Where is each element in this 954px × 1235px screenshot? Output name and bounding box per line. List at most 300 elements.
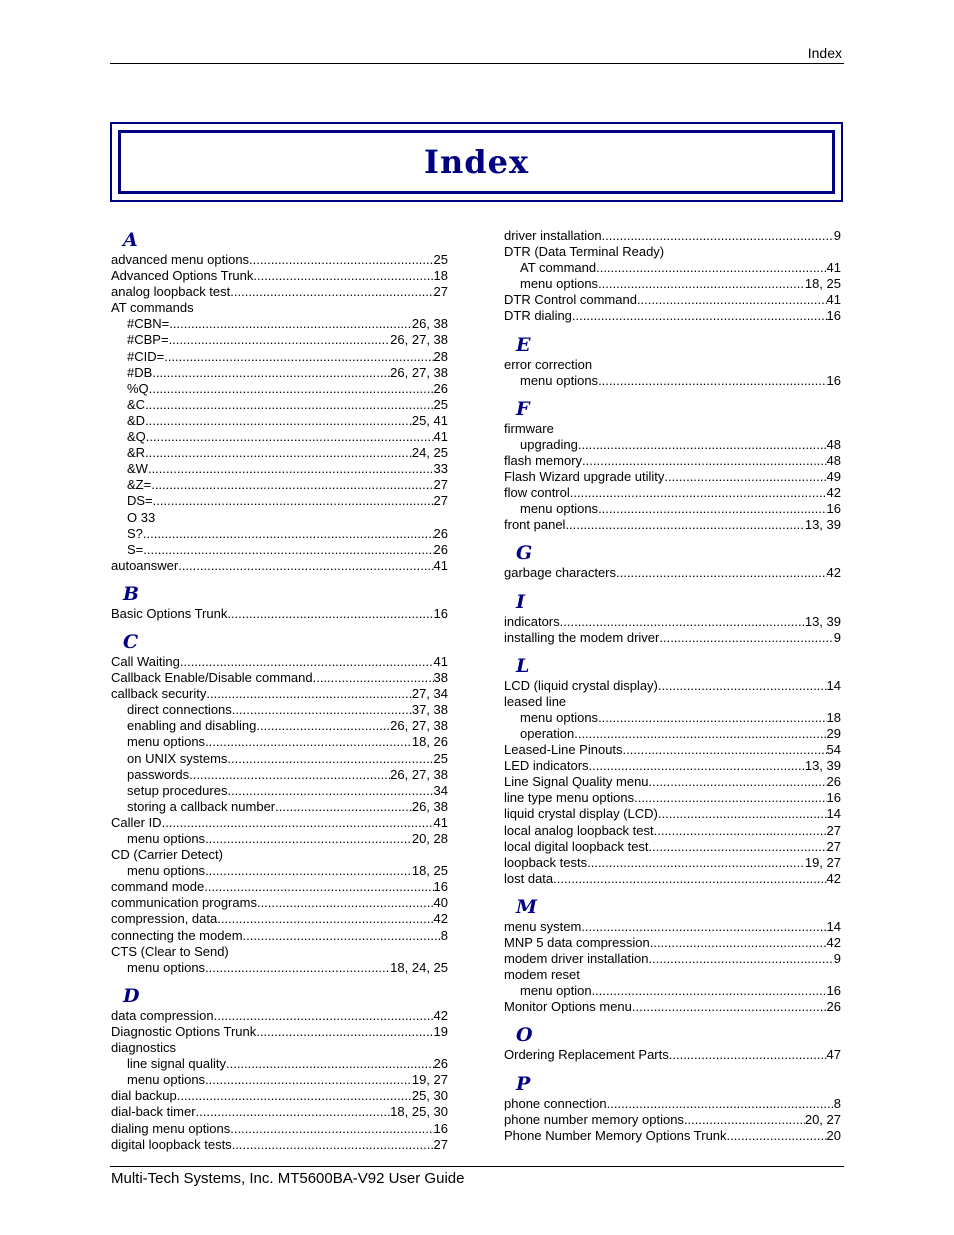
index-page-numbers: 19 <box>433 1023 448 1039</box>
dot-leader <box>226 1056 434 1072</box>
index-entry <box>504 967 841 983</box>
dot-leader <box>592 983 827 999</box>
index-entry <box>111 895 448 911</box>
dot-leader <box>570 485 827 501</box>
index-term: communication programs <box>111 895 257 911</box>
section-gap <box>504 389 841 397</box>
index-letter-heading: D <box>123 984 140 1007</box>
dot-leader <box>204 879 433 895</box>
index-page-numbers: 16 <box>433 605 448 621</box>
index-entry <box>111 413 448 429</box>
index-entry <box>504 228 841 244</box>
index-entry <box>111 510 448 526</box>
index-term: passwords <box>127 766 190 782</box>
index-page-numbers: 16 <box>433 879 448 895</box>
index-entry <box>111 493 448 509</box>
index-page-numbers: 16 <box>826 983 841 999</box>
index-entry <box>504 935 841 951</box>
index-page-numbers: 26 <box>433 525 448 541</box>
index-page-numbers: 25, 30 <box>411 1088 448 1104</box>
index-page-numbers: 29 <box>826 725 841 741</box>
index-term: Advanced Options Trunk <box>111 268 254 284</box>
index-entry <box>111 686 448 702</box>
index-page-numbers: 28 <box>433 348 448 364</box>
index-term: menu system <box>504 918 582 934</box>
index-entry <box>111 477 448 493</box>
index-page-numbers: 42 <box>826 870 841 886</box>
dot-leader <box>180 654 434 670</box>
index-page-numbers: 16 <box>433 1120 448 1136</box>
index-page-numbers: 13, 39 <box>804 613 841 629</box>
index-page-numbers: 54 <box>826 742 841 758</box>
index-entry <box>111 911 448 927</box>
index-page-numbers: 9 <box>833 228 841 243</box>
dot-leader <box>205 863 412 879</box>
index-term: indicators <box>504 613 560 629</box>
section-gap <box>504 646 841 654</box>
index-entry <box>111 815 448 831</box>
dot-leader <box>249 252 433 268</box>
index-entry <box>504 437 841 453</box>
index-page-numbers: 41 <box>433 814 448 830</box>
index-page-numbers: 27 <box>826 838 841 854</box>
index-term: &R <box>127 445 146 461</box>
index-page-numbers: 9 <box>833 629 841 645</box>
dot-leader <box>616 565 827 581</box>
index-term: error correction <box>504 356 593 372</box>
page-footer: Multi-Tech Systems, Inc. MT5600BA-V92 User Guide <box>111 1170 465 1187</box>
index-term: menu option <box>520 983 592 999</box>
index-page-numbers: 25 <box>433 252 448 267</box>
index-page-numbers: 14 <box>826 918 841 934</box>
index-letter-heading: C <box>123 630 139 653</box>
index-entry <box>111 734 448 750</box>
index-page-numbers: 26, 27, 38 <box>390 766 448 782</box>
index-term: autoanswer <box>111 557 179 573</box>
index-entry <box>504 1047 841 1063</box>
index-page-numbers: 41 <box>433 653 448 669</box>
index-entry <box>111 252 448 268</box>
index-entry <box>504 357 841 373</box>
index-page-numbers: 33 <box>433 461 448 477</box>
index-letter-heading: M <box>516 895 538 918</box>
index-entry <box>111 365 448 381</box>
index-entry <box>111 558 448 574</box>
index-entry <box>111 1024 448 1040</box>
index-term: menu options <box>520 276 599 292</box>
index-page-numbers: 16 <box>826 501 841 517</box>
index-entry <box>111 1137 448 1153</box>
index-term: Diagnostic Options Trunk <box>111 1023 257 1039</box>
section-gap <box>504 1064 841 1072</box>
dot-leader <box>560 614 805 630</box>
index-term: %Q <box>127 380 149 396</box>
index-term: &Q <box>127 429 146 445</box>
header-rule <box>110 63 844 64</box>
dot-leader <box>206 686 411 702</box>
index-entry <box>111 928 448 944</box>
index-term: local digital loopback test <box>504 838 649 854</box>
index-page-numbers: 18 <box>826 709 841 725</box>
dot-leader <box>217 911 433 927</box>
index-term: phone connection <box>504 1095 607 1111</box>
index-entry <box>504 678 841 694</box>
dot-leader <box>623 742 827 758</box>
index-page-numbers: 37, 38 <box>411 702 448 718</box>
dot-leader <box>205 960 390 976</box>
section-gap <box>504 325 841 333</box>
dot-leader <box>658 806 827 822</box>
dot-leader <box>659 630 833 646</box>
index-term: Line Signal Quality menu <box>504 774 649 790</box>
dot-leader <box>256 1024 433 1040</box>
index-column-right <box>504 228 841 1144</box>
index-page-numbers: 40 <box>433 895 448 911</box>
index-entry <box>504 919 841 935</box>
index-term: line signal quality <box>127 1056 227 1072</box>
dot-leader <box>607 1096 834 1112</box>
dot-leader <box>587 855 805 871</box>
index-term: menu options <box>127 863 206 879</box>
index-page-numbers: 27 <box>826 822 841 838</box>
index-term: Flash Wizard upgrade utility <box>504 469 665 485</box>
index-page-numbers: 20 <box>826 1127 841 1143</box>
index-term: S? <box>127 525 143 541</box>
index-entry <box>111 1056 448 1072</box>
dot-leader <box>149 381 434 397</box>
index-entry <box>504 485 841 501</box>
dot-leader <box>227 606 433 622</box>
index-entry <box>504 806 841 822</box>
dot-leader <box>257 895 434 911</box>
index-term: loopback tests <box>504 854 588 870</box>
index-entry <box>111 300 448 316</box>
index-entry <box>504 614 841 630</box>
index-term: compression, data <box>111 911 218 927</box>
index-term: data compression <box>111 1007 214 1023</box>
index-entry <box>504 630 841 646</box>
dot-leader <box>598 710 826 726</box>
index-page-numbers: 26 <box>433 380 448 396</box>
dot-leader <box>145 445 412 461</box>
index-page-numbers: 25, 41 <box>411 412 448 428</box>
dot-leader <box>596 260 826 276</box>
index-term: installing the modem driver <box>504 629 660 645</box>
dot-leader <box>177 1088 412 1104</box>
index-term: Leased-Line Pinouts <box>504 742 623 758</box>
section-gap <box>504 1015 841 1023</box>
index-entry <box>111 654 448 670</box>
index-entry <box>111 542 448 558</box>
index-page-numbers: 27 <box>433 284 448 300</box>
index-page-numbers: 13, 39 <box>804 517 841 533</box>
index-term: AT commands <box>111 300 194 316</box>
dot-leader <box>162 815 434 831</box>
dot-leader <box>196 1104 391 1120</box>
dot-leader <box>664 469 826 485</box>
index-term: AT command <box>520 260 597 276</box>
index-page-numbers: 9 <box>833 951 841 967</box>
index-page-numbers: 18, 25 <box>804 276 841 292</box>
index-entry <box>504 823 841 839</box>
index-page-numbers: 26, 27, 38 <box>390 718 448 734</box>
index-page-numbers: 19, 27 <box>804 854 841 870</box>
index-entry <box>111 397 448 413</box>
index-term: leased line <box>504 693 567 709</box>
index-page-numbers: 14 <box>826 806 841 822</box>
index-term: modem driver installation <box>504 951 649 967</box>
index-term: upgrading <box>520 436 578 452</box>
index-term: enabling and disabling <box>127 718 257 734</box>
index-entry <box>111 863 448 879</box>
index-entry <box>111 1088 448 1104</box>
section-gap <box>111 976 448 984</box>
index-entry <box>111 879 448 895</box>
index-entry <box>504 1112 841 1128</box>
dot-leader <box>189 767 390 783</box>
index-page-numbers: 14 <box>826 677 841 693</box>
index-term: local analog loopback test <box>504 822 654 838</box>
index-entry <box>111 831 448 847</box>
dot-leader <box>214 1008 434 1024</box>
index-page-numbers: 20, 27 <box>804 1111 841 1127</box>
section-gap <box>111 574 448 582</box>
index-term: garbage characters <box>504 565 617 581</box>
index-entry <box>504 694 841 710</box>
index-entry <box>504 517 841 533</box>
index-term: #CBP= <box>127 332 169 348</box>
index-page-numbers: 27 <box>433 493 448 509</box>
index-entry <box>504 710 841 726</box>
dot-leader <box>253 268 433 284</box>
dot-leader <box>146 429 434 445</box>
dot-leader <box>581 919 826 935</box>
dot-leader <box>634 790 826 806</box>
index-term: connecting the modem <box>111 927 243 943</box>
index-term: #CBN= <box>127 316 170 332</box>
index-entry <box>504 839 841 855</box>
index-entry <box>111 284 448 300</box>
dot-leader <box>313 670 434 686</box>
index-entry <box>504 774 841 790</box>
index-entry <box>111 960 448 976</box>
index-term: flash memory <box>504 452 583 468</box>
index-term: direct connections <box>127 702 232 718</box>
index-term: advanced menu options <box>111 252 250 267</box>
section-gap <box>504 533 841 541</box>
index-term: DTR dialing <box>504 308 572 324</box>
index-page-numbers: 20, 28 <box>411 831 448 846</box>
index-entry <box>111 767 448 783</box>
index-term: liquid crystal display (LCD) <box>504 806 658 822</box>
index-page-numbers: 8 <box>833 1095 841 1111</box>
index-entry <box>504 244 841 260</box>
index-page-numbers: 49 <box>826 469 841 485</box>
index-entry <box>504 308 841 324</box>
index-term: on UNIX systems <box>127 750 228 766</box>
dot-leader <box>143 542 433 558</box>
index-term: dialing menu options <box>111 1120 231 1136</box>
index-page-numbers: 27, 34 <box>411 686 448 702</box>
index-term: diagnostics <box>111 1040 177 1056</box>
dot-leader <box>669 1047 827 1063</box>
dot-leader <box>565 517 804 533</box>
section-gap <box>111 622 448 630</box>
index-term: Monitor Options menu <box>504 999 632 1015</box>
index-entry <box>111 526 448 542</box>
index-term: driver installation <box>504 228 602 243</box>
dot-leader <box>230 1121 433 1137</box>
index-page-numbers: 41 <box>826 260 841 276</box>
dot-leader <box>145 397 433 413</box>
index-term: menu options <box>520 372 599 388</box>
index-entry <box>504 1096 841 1112</box>
index-term: menu options <box>127 959 206 975</box>
index-term: #CID= <box>127 348 165 364</box>
dot-leader <box>153 493 434 509</box>
dot-leader <box>637 292 827 308</box>
section-gap <box>504 582 841 590</box>
index-page-numbers: 18, 25 <box>411 863 448 879</box>
index-page-numbers: 19, 27 <box>411 1072 448 1088</box>
index-term: dial backup <box>111 1088 177 1104</box>
index-entry <box>111 381 448 397</box>
index-term: DTR (Data Terminal Ready) <box>504 244 665 260</box>
index-page-numbers: 25 <box>433 396 448 412</box>
index-page-numbers: 26 <box>826 999 841 1015</box>
index-page-numbers: 16 <box>826 308 841 324</box>
index-term: #DB <box>127 364 153 380</box>
index-entry <box>504 453 841 469</box>
index-column-left <box>111 228 448 1153</box>
index-entry <box>111 461 448 477</box>
index-term: &Z= <box>127 477 152 493</box>
index-term: front panel <box>504 517 566 533</box>
dot-leader <box>654 823 827 839</box>
index-term: DTR Control command <box>504 292 637 308</box>
dot-leader <box>598 373 826 389</box>
dot-leader <box>148 461 434 477</box>
index-term: callback security <box>111 686 207 702</box>
index-entry <box>504 951 841 967</box>
index-letter-heading: G <box>516 542 533 565</box>
index-term: phone number memory options <box>504 1111 684 1127</box>
index-entry <box>504 292 841 308</box>
index-page-numbers: 26, 27, 38 <box>390 364 448 380</box>
index-term: analog loopback test <box>111 284 231 300</box>
index-term: storing a callback number <box>127 798 276 814</box>
index-entry <box>504 501 841 517</box>
dot-leader <box>169 332 391 348</box>
index-entry <box>111 702 448 718</box>
index-term: line type menu options <box>504 790 635 806</box>
dot-leader <box>598 501 826 517</box>
dot-leader <box>232 1137 434 1153</box>
dot-leader <box>169 316 412 332</box>
index-term: &D <box>127 412 146 428</box>
index-term: Ordering Replacement Parts <box>504 1047 669 1063</box>
section-gap <box>504 887 841 895</box>
index-entry <box>111 751 448 767</box>
index-page-numbers: 26, 38 <box>411 798 448 814</box>
index-term: menu options <box>520 709 599 725</box>
index-entry <box>504 871 841 887</box>
dot-leader <box>632 999 827 1015</box>
dot-leader <box>230 284 433 300</box>
dot-leader <box>151 477 433 493</box>
dot-leader <box>145 413 412 429</box>
index-entry <box>111 349 448 365</box>
title-banner-inner <box>118 130 835 194</box>
index-term: firmware <box>504 420 554 436</box>
index-entry <box>504 565 841 581</box>
index-term: operation <box>520 725 575 741</box>
index-term: &C <box>127 396 146 412</box>
index-page-numbers: 42 <box>826 565 841 581</box>
dot-leader <box>553 871 826 887</box>
index-letter-heading: F <box>516 397 530 420</box>
index-entry <box>111 445 448 461</box>
dot-leader <box>582 453 827 469</box>
index-page-numbers: 47 <box>826 1047 841 1063</box>
page-title: Index <box>423 143 530 181</box>
index-term: lost data <box>504 870 554 886</box>
dot-leader <box>658 678 827 694</box>
index-page-numbers: 27 <box>433 1136 448 1152</box>
index-page-numbers: 34 <box>433 782 448 798</box>
index-term: LCD (liquid crystal display) <box>504 677 658 693</box>
index-entry <box>504 790 841 806</box>
index-page-numbers: 27 <box>433 477 448 493</box>
dot-leader <box>589 758 805 774</box>
index-term: CD (Carrier Detect) <box>111 847 223 863</box>
dot-leader <box>243 928 441 944</box>
index-page-numbers: 26 <box>826 774 841 790</box>
index-entry <box>111 1008 448 1024</box>
index-page-numbers: 18, 24, 25 <box>390 959 448 975</box>
index-letter-heading: B <box>123 582 140 605</box>
index-term: menu options <box>127 831 206 846</box>
dot-leader <box>152 365 390 381</box>
index-entry <box>111 268 448 284</box>
index-term: CTS (Clear to Send) <box>111 943 229 959</box>
index-term: modem reset <box>504 967 580 983</box>
index-term: DS= <box>127 493 153 509</box>
index-term: Callback Enable/Disable command <box>111 670 313 686</box>
index-term: menu options <box>127 734 206 750</box>
dot-leader <box>649 774 827 790</box>
index-page-numbers: 42 <box>433 1007 448 1023</box>
index-entry <box>504 260 841 276</box>
index-page-numbers: 16 <box>826 790 841 806</box>
index-letter-heading: A <box>123 229 138 251</box>
index-term: &W <box>127 461 148 477</box>
index-entry <box>111 429 448 445</box>
index-page-numbers: 25 <box>433 750 448 766</box>
index-page-numbers: 26 <box>433 541 448 557</box>
index-term: Phone Number Memory Options Trunk <box>504 1127 727 1143</box>
dot-leader <box>578 437 827 453</box>
dot-leader <box>275 799 412 815</box>
dot-leader <box>205 1072 412 1088</box>
index-page-numbers: 26, 27, 38 <box>390 332 448 348</box>
index-term: LED indicators <box>504 758 589 774</box>
index-term: Caller ID <box>111 814 162 830</box>
index-entry <box>111 799 448 815</box>
index-entry <box>111 606 448 622</box>
index-entry <box>111 670 448 686</box>
dot-leader <box>256 718 390 734</box>
